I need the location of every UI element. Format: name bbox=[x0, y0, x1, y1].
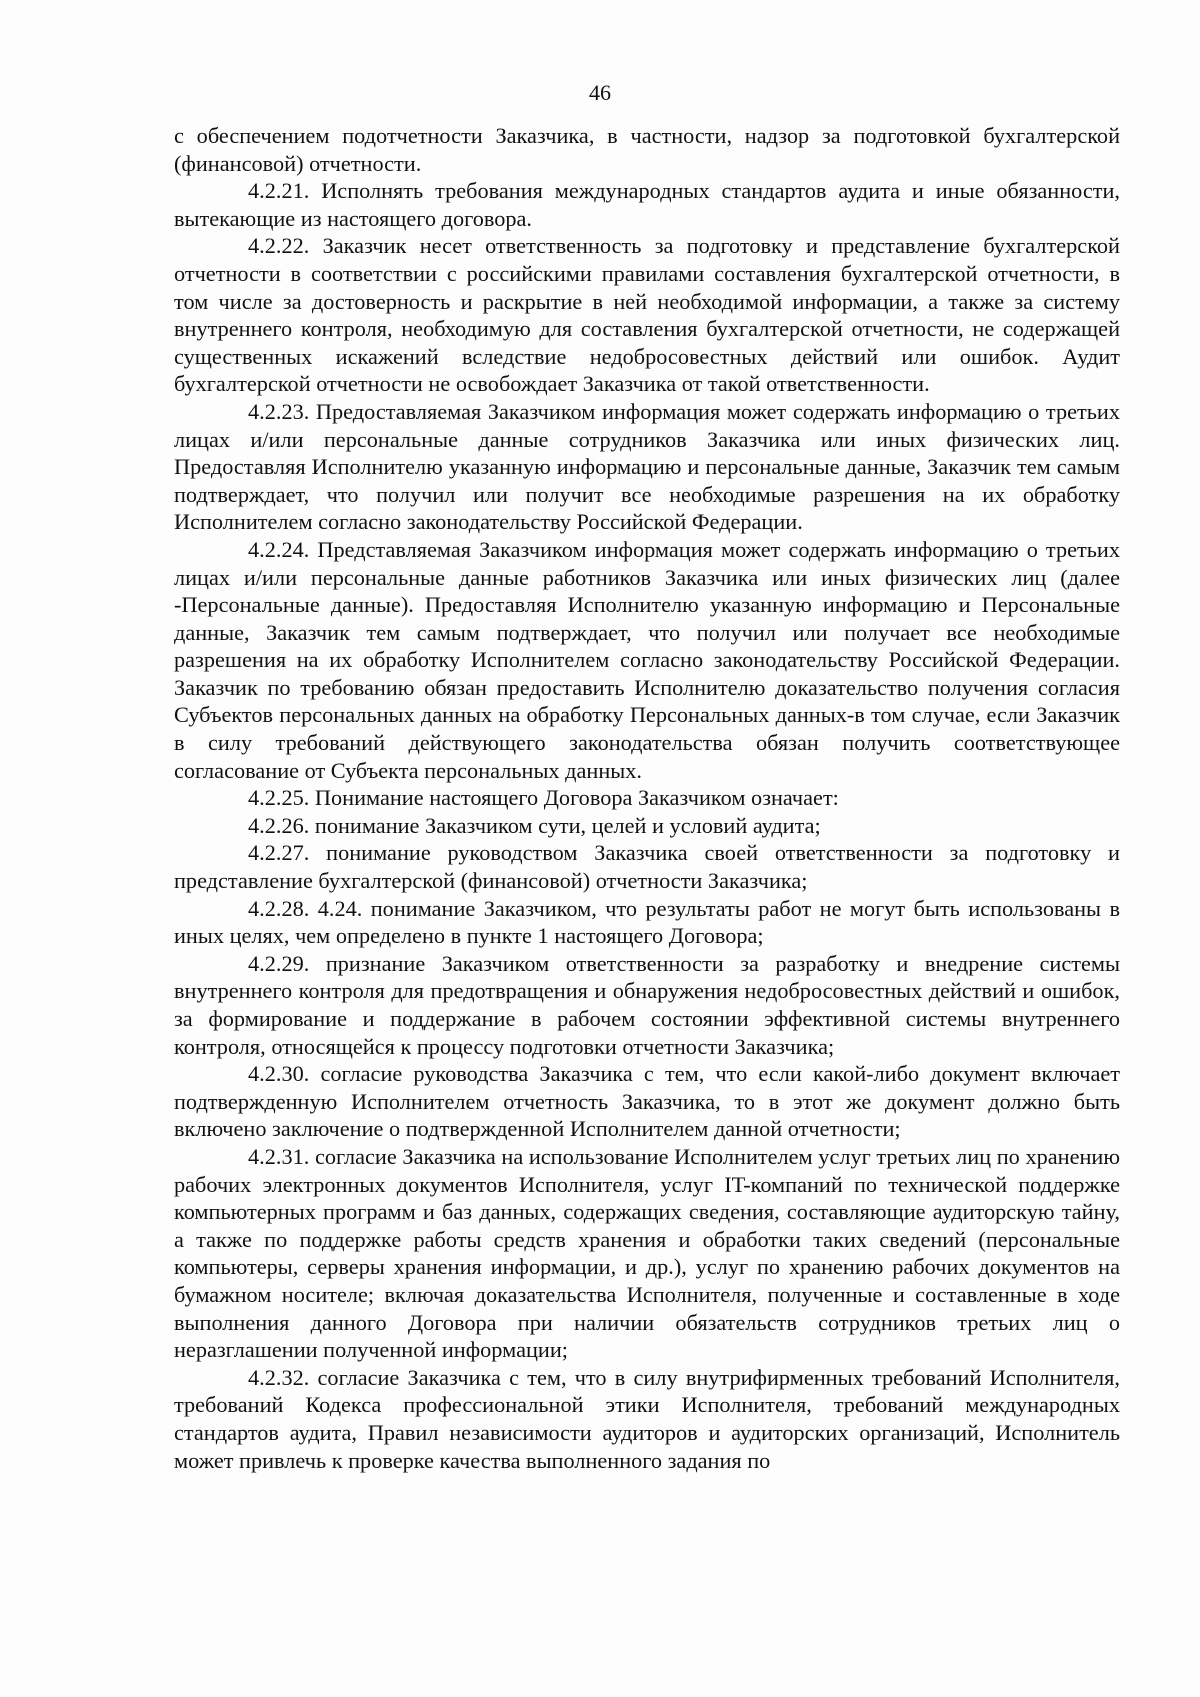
paragraph-4-2-23: 4.2.23. Предоставляемая Заказчиком информация может содержать информацию о третьих лицах и/или персональные данные сотрудников Заказчика или иных физических лиц. Предоставляя Исполнителю указанную информацию и персональные данные, Заказчик тем самым подтверждает, что получил или получит все необходимые разрешения на их обработку Исполнителем согласно законодательству Российской Федерации. bbox=[174, 398, 1120, 535]
paragraph-4-2-24: 4.2.24. Представляемая Заказчиком информация может содержать информацию о третьих лицах и/или персональные данные работников Заказчика или иных физических лиц (далее -Персональные данные). Предоставляя Исполнителю указанную информацию и Персональные данные, Заказчик тем самым подтверждает, что получил или получает все необходимые разрешения на их обработку Исполнителем согласно законодательству Российской Федерации. Заказчик по требованию обязан предоставить Исполнителю доказательство получения согласия Субъектов персональных данных на обработку Персональных данных-в том случае, если Заказчик в силу требований действующего законодательства обязан получить соответствующее согласование от Субъекта персональных данных. bbox=[174, 536, 1120, 783]
paragraph-continuation: с обеспечением подотчетности Заказчика, в частности, надзор за подготовкой бухгалтерской (финансовой) отчетности. bbox=[174, 123, 1120, 176]
paragraph-4-2-25: 4.2.25. Понимание настоящего Договора Заказчиком означает: bbox=[248, 785, 839, 811]
paragraph-4-2-21: 4.2.21. Исполнять требования международных стандартов аудита и иные обязанности, вытекающие из настоящего договора. bbox=[174, 178, 1120, 231]
paragraph-4-2-29: 4.2.29. признание Заказчиком ответственности за разработку и внедрение системы внутреннего контроля для предотвращения и обнаружения недобросовестных действий и ошибок, за формирование и поддержание в рабочем состоянии эффективной системы внутреннего контроля, относящейся к процессу подготовки отчетности Заказчика; bbox=[174, 950, 1120, 1059]
page-number: 46 bbox=[589, 80, 611, 105]
paragraph-4-2-26: 4.2.26. понимание Заказчиком сути, целей и условий аудита; bbox=[248, 812, 821, 838]
paragraph-4-2-28: 4.2.28. 4.24. понимание Заказчиком, что результаты работ не могут быть использованы в иных целях, чем определено в пункте 1 настоящего Договора; bbox=[174, 895, 1120, 949]
paragraph-4-2-27: 4.2.27. понимание руководством Заказчика своей ответственности за подготовку и представление бухгалтерской (финансовой) отчетности Заказчика; bbox=[174, 840, 1120, 894]
paragraph-4-2-22: 4.2.22. Заказчик несет ответственность за подготовку и представление бухгалтерской отчетности в соответствии с российскими правилами составления бухгалтерской отчетности, в том числе за достоверность и раскрытие в ней необходимой информации, а также за систему внутреннего контроля, необходимую для составления бухгалтерской отчетности, не содержащей существенных искажений вследствие недобросовестных действий или ошибок. Аудит бухгалтерской отчетности не освобождает Заказчика от такой ответственности. bbox=[174, 233, 1120, 397]
document-body bbox=[174, 122, 1120, 1474]
paragraph-4-2-32: 4.2.32. согласие Заказчика с тем, что в силу внутрифирменных требований Исполнителя, требований Кодекса профессиональной этики Исполнителя, требований международных стандартов аудита, Правил независимости аудиторов и аудиторских организаций, Исполнитель может привлечь к проверке качества выполненного задания по bbox=[174, 1364, 1120, 1473]
paragraph-4-2-30: 4.2.30. согласие руководства Заказчика с тем, что если какой-либо документ включает подтвержденную Исполнителем отчетность Заказчика, то в этот же документ должно быть включено заключение о подтвержденной Исполнителем данной отчетности; bbox=[174, 1061, 1120, 1142]
paragraph-4-2-31: 4.2.31. согласие Заказчика на использование Исполнителем услуг третьих лиц по хранению рабочих электронных документов Исполнителя, услуг IT-компаний по технической поддержке компьютерных программ и баз данных, содержащих сведения, составляющие аудиторскую тайну, а также по поддержке работы средств хранения и обработки таких сведений (персональные компьютеры, серверы хранения информации, и др.), услуг по хранению рабочих документов на бумажном носителе; включая доказательства Исполнителя, полученные и составленные в ходе выполнения данного Договора при наличии обязательств сотрудников третьих лиц о неразглашении полученной информации; bbox=[174, 1143, 1120, 1363]
